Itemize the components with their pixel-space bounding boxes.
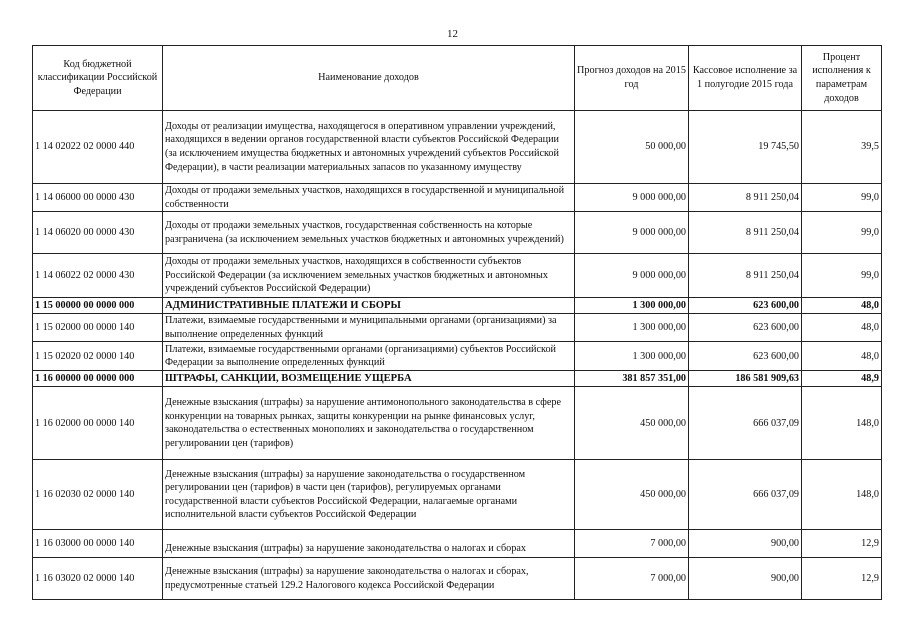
- table-row: [33, 387, 882, 460]
- row-code: 1 14 06020 00 0000 430: [33, 212, 163, 254]
- row-forecast: 7 000,00: [575, 558, 689, 600]
- section-row: [33, 298, 882, 314]
- row-forecast: 381 857 351,00: [575, 371, 689, 387]
- table-row: [33, 460, 882, 530]
- row-name: АДМИНИСТРАТИВНЫЕ ПЛАТЕЖИ И СБОРЫ: [163, 298, 575, 314]
- row-code: 1 16 00000 00 0000 000: [33, 371, 163, 387]
- row-code: 1 16 02030 02 0000 140: [33, 460, 163, 530]
- row-code: 1 16 03000 00 0000 140: [33, 530, 163, 558]
- row-name: ШТРАФЫ, САНКЦИИ, ВОЗМЕЩЕНИЕ УЩЕРБА: [163, 371, 575, 387]
- table-row: [33, 558, 882, 600]
- row-percent: 148,0: [802, 387, 882, 460]
- row-execution: 900,00: [689, 530, 802, 558]
- page-number: 12: [447, 28, 458, 40]
- row-execution: 623 600,00: [689, 314, 802, 342]
- row-percent: 39,5: [802, 111, 882, 184]
- revenue-table: [32, 45, 882, 600]
- header-execution: Кассовое исполнение за 1 полугодие 2015 года: [689, 46, 802, 111]
- row-name: Доходы от продажи земельных участков, находящихся в государственной и муниципальной собственности: [163, 184, 575, 212]
- row-execution: 19 745,50: [689, 111, 802, 184]
- table-row: [33, 254, 882, 298]
- row-percent: 148,0: [802, 460, 882, 530]
- header-name: Наименование доходов: [163, 46, 575, 111]
- row-execution: 8 911 250,04: [689, 212, 802, 254]
- row-percent: 48,0: [802, 298, 882, 314]
- row-forecast: 50 000,00: [575, 111, 689, 184]
- row-forecast: 9 000 000,00: [575, 212, 689, 254]
- row-code: 1 16 03020 02 0000 140: [33, 558, 163, 600]
- table-header-row: [33, 46, 882, 111]
- row-percent: 99,0: [802, 184, 882, 212]
- header-forecast: Прогноз доходов на 2015 год: [575, 46, 689, 111]
- row-name: Доходы от реализации имущества, находящегося в оперативном управлении учреждений, находящихся в ведении органов государственной власти субъектов Российской Федерации (за исключением имущества бюджетных и автономных учреждений субъектов Российской Федерации), в части реализации материальных запасов по указанному имуществу: [163, 111, 575, 184]
- table-row: [33, 314, 882, 342]
- row-forecast: 1 300 000,00: [575, 342, 689, 371]
- row-percent: 12,9: [802, 530, 882, 558]
- section-row: [33, 371, 882, 387]
- header-code: Код бюджетной классификации Российской Федерации: [33, 46, 163, 111]
- row-forecast: 1 300 000,00: [575, 314, 689, 342]
- row-code: 1 14 02022 02 0000 440: [33, 111, 163, 184]
- row-code: 1 15 02020 02 0000 140: [33, 342, 163, 371]
- row-forecast: 7 000,00: [575, 530, 689, 558]
- table-row: [33, 530, 882, 558]
- row-name: Денежные взыскания (штрафы) за нарушение законодательства о налогах и сборах: [163, 530, 575, 558]
- row-execution: 8 911 250,04: [689, 184, 802, 212]
- row-name: Платежи, взимаемые государственными органами (организациями) субъектов Российской Федерации за выполнение определенных функций: [163, 342, 575, 371]
- row-name: Денежные взыскания (штрафы) за нарушение антимонопольного законодательства в сфере конкуренции на товарных рынках, защиты конкуренции на рынке финансовых услуг, законодательства о естественных монополиях и законодательства о государственном регулировании цен (тарифов): [163, 387, 575, 460]
- row-code: 1 16 02000 00 0000 140: [33, 387, 163, 460]
- row-execution: 900,00: [689, 558, 802, 600]
- row-execution: 8 911 250,04: [689, 254, 802, 298]
- table-row: [33, 111, 882, 184]
- table-row: [33, 184, 882, 212]
- row-forecast: 450 000,00: [575, 387, 689, 460]
- row-name: Денежные взыскания (штрафы) за нарушение законодательства о государственном регулировании цен (тарифов) в части цен (тарифов), регулируемых органами государственной власти субъектов Российской Федерации, налагаемые органами исполнительной власти субъектов Российской Федерации: [163, 460, 575, 530]
- row-percent: 48,9: [802, 371, 882, 387]
- row-percent: 48,0: [802, 342, 882, 371]
- row-percent: 99,0: [802, 254, 882, 298]
- row-code: 1 15 00000 00 0000 000: [33, 298, 163, 314]
- row-percent: 12,9: [802, 558, 882, 600]
- row-forecast: 9 000 000,00: [575, 184, 689, 212]
- row-execution: 666 037,09: [689, 387, 802, 460]
- row-forecast: 450 000,00: [575, 460, 689, 530]
- row-forecast: 1 300 000,00: [575, 298, 689, 314]
- row-percent: 99,0: [802, 212, 882, 254]
- row-code: 1 15 02000 00 0000 140: [33, 314, 163, 342]
- row-name: Доходы от продажи земельных участков, находящихся в собственности субъектов Российской Федерации (за исключением земельных участков бюджетных и автономных учреждений субъектов Российской Федерации): [163, 254, 575, 298]
- row-execution: 186 581 909,63: [689, 371, 802, 387]
- row-execution: 623 600,00: [689, 298, 802, 314]
- row-percent: 48,0: [802, 314, 882, 342]
- header-percent: Процент исполнения к параметрам доходов: [802, 46, 882, 111]
- row-name: Денежные взыскания (штрафы) за нарушение законодательства о налогах и сборах, предусмотренные статьей 129.2 Налогового кодекса Российской Федерации: [163, 558, 575, 600]
- row-execution: 666 037,09: [689, 460, 802, 530]
- row-name: Платежи, взимаемые государственными и муниципальными органами (организациями) за выполнение определенных функций: [163, 314, 575, 342]
- row-execution: 623 600,00: [689, 342, 802, 371]
- row-name: Доходы от продажи земельных участков, государственная собственность на которые разграничена (за исключением земельных участков бюджетных и автономных учреждений): [163, 212, 575, 254]
- row-forecast: 9 000 000,00: [575, 254, 689, 298]
- row-code: 1 14 06022 02 0000 430: [33, 254, 163, 298]
- row-code: 1 14 06000 00 0000 430: [33, 184, 163, 212]
- table-row: [33, 342, 882, 371]
- table-row: [33, 212, 882, 254]
